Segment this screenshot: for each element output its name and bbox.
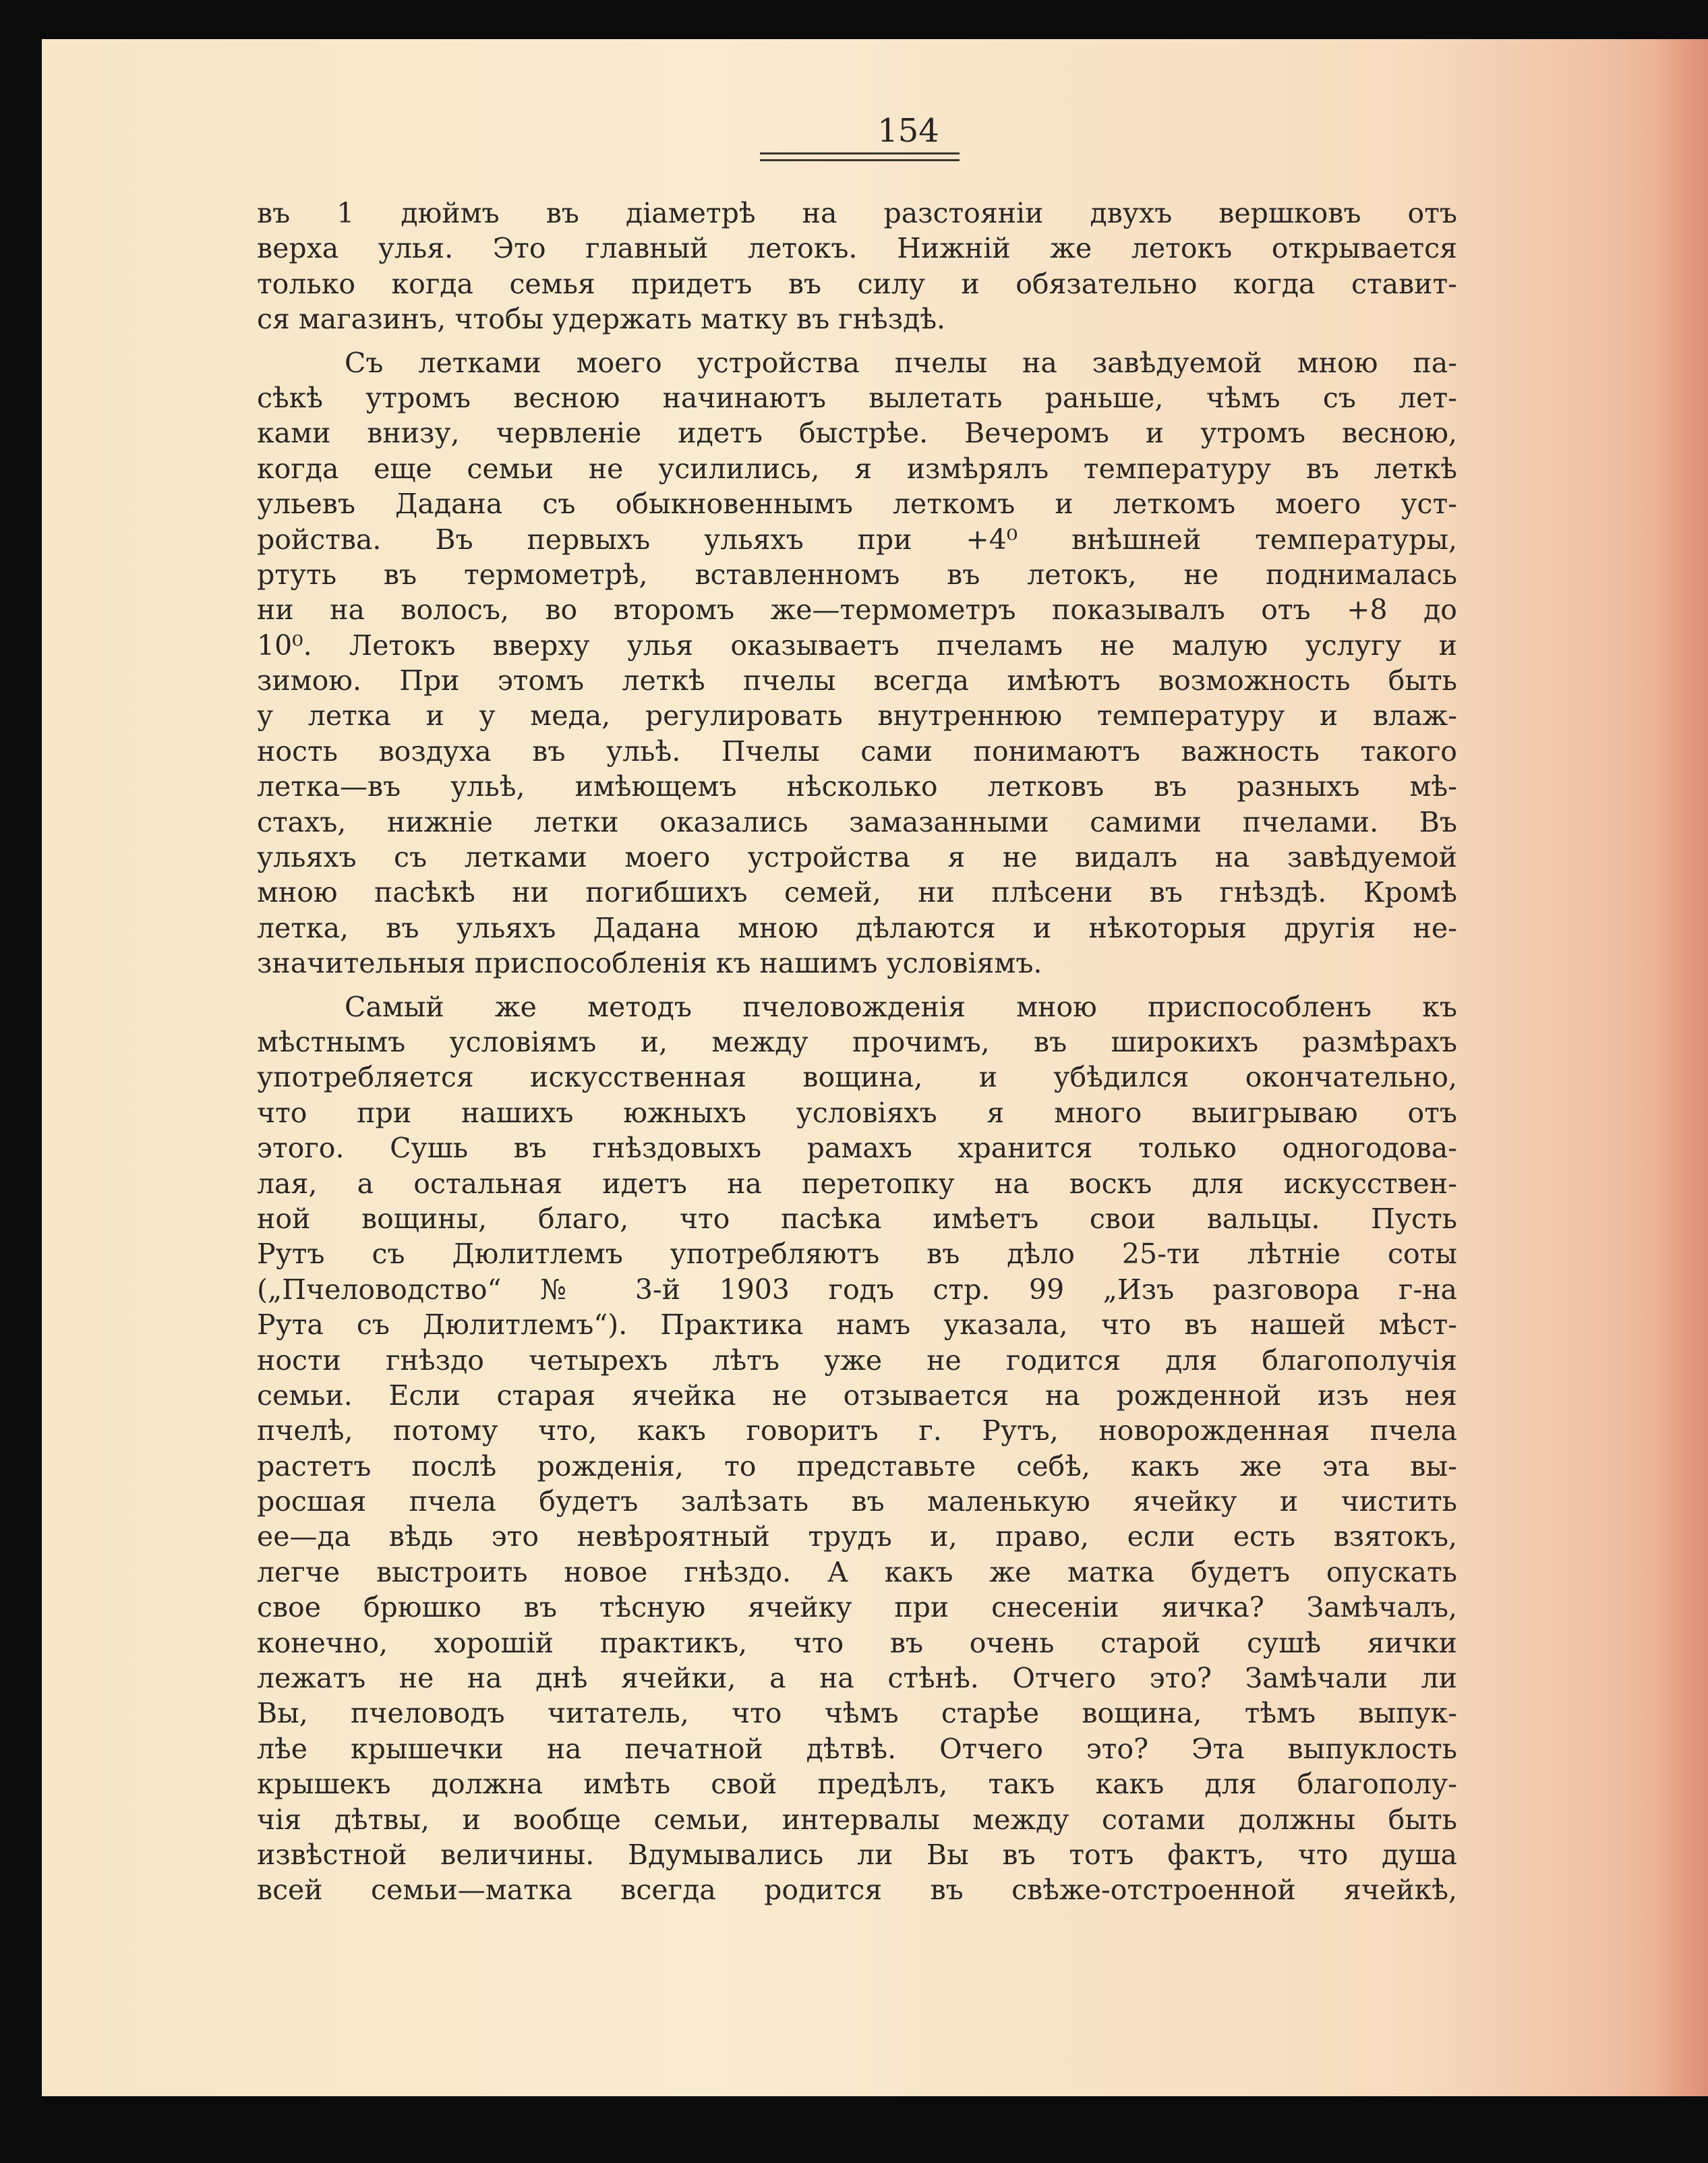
text-line: лая, а остальная идетъ на перетопку на воскъ для искусствен-	[257, 1167, 1457, 1200]
text-line: летка—въ ульѣ, имѣющемъ нѣсколько летковъ въ разныхъ мѣ-	[257, 770, 1457, 803]
text-line: верха улья. Это главный летокъ. Нижній же летокъ открывается	[257, 232, 1457, 265]
text-line: извѣстной величины. Вдумывались ли Вы въ тотъ фактъ, что душа	[257, 1838, 1457, 1871]
paragraph-gap	[257, 337, 1457, 345]
text-line: только когда семья придетъ въ силу и обязательно когда ставит-	[257, 267, 1457, 300]
text-line: пчелѣ, потому что, какъ говоритъ г. Рутъ, новорожденная пчела	[257, 1414, 1457, 1447]
text-line: ройства. Въ первыхъ ульяхъ при +4⁰ внѣшней температуры,	[257, 523, 1457, 556]
text-line: ной вощины, благо, что пасѣка имѣетъ свои вальцы. Пусть	[257, 1202, 1457, 1235]
text-line: Вы, пчеловодъ читатель, что чѣмъ старѣе вощина, тѣмъ выпук-	[257, 1697, 1457, 1730]
text-line: ности гнѣздо четырехъ лѣтъ уже не годится для благополучія	[257, 1344, 1457, 1377]
text-line: стахъ, нижніе летки оказались замазанными самими пчелами. Въ	[257, 805, 1457, 838]
text-line: ульяхъ съ летками моего устройства я не видалъ на завѣдуемой	[257, 841, 1457, 874]
text-line: ртуть въ термометрѣ, вставленномъ въ летокъ, не поднималась	[257, 558, 1457, 591]
text-line: Самый же методъ пчеловожденія мною приспособленъ къ	[345, 990, 1457, 1023]
text-line: мѣстнымъ условіямъ и, между прочимъ, въ широкихъ размѣрахъ	[257, 1025, 1457, 1058]
text-line: мною пасѣкѣ ни погибшихъ семей, ни плѣсени въ гнѣздѣ. Кромѣ	[257, 876, 1457, 909]
body-text	[257, 196, 1457, 1908]
text-line: когда еще семьи не усилились, я измѣрялъ температуру въ леткѣ	[257, 452, 1457, 485]
text-line: лежатъ не на днѣ ячейки, а на стѣнѣ. Отчего это? Замѣчали ли	[257, 1662, 1457, 1695]
text-line: семьи. Если старая ячейка не отзывается на рожденной изъ нея	[257, 1379, 1457, 1412]
text-line: лѣе крышечки на печатной дѣтвѣ. Отчего это? Эта выпуклость	[257, 1732, 1457, 1765]
text-line: Рута съ Дюлитлемъ“). Практика намъ указала, что въ нашей мѣст-	[257, 1308, 1457, 1342]
text-line: чія дѣтвы, и вообще семьи, интервалы между сотами должны быть	[257, 1803, 1457, 1836]
text-line: всей семьи—матка всегда родится въ свѣже-отстроенной ячейкѣ,	[257, 1874, 1457, 1907]
header-rule-bottom	[760, 159, 960, 161]
text-line: зимою. При этомъ леткѣ пчелы всегда имѣютъ возможность быть	[257, 664, 1457, 697]
text-line: легче выстроить новое гнѣздо. А какъ же матка будетъ опускать	[257, 1555, 1457, 1588]
text-line: сѣкѣ утромъ весною начинаютъ вылетать раньше, чѣмъ съ лет-	[257, 381, 1457, 414]
text-line: Рутъ съ Дюлитлемъ употребляютъ въ дѣло 25-ти лѣтніе соты	[257, 1238, 1457, 1271]
text-line: употребляется искусственная вощина, и убѣдился окончательно,	[257, 1061, 1457, 1094]
header-rule-top	[760, 152, 960, 154]
text-line: крышекъ должна имѣть свой предѣлъ, такъ какъ для благополу-	[257, 1768, 1457, 1801]
text-line: свое брюшко въ тѣсную ячейку при снесеніи яичка? Замѣчалъ,	[257, 1591, 1457, 1624]
scan-bottom-border	[0, 2096, 1708, 2163]
text-line: ни на волосъ, во второмъ же—термометръ показывалъ отъ +8 до	[257, 594, 1457, 627]
paragraph-gap	[257, 981, 1457, 989]
text-line: ками внизу, червленіе идетъ быстрѣе. Вечеромъ и утромъ весною,	[257, 417, 1457, 450]
text-line: ульевъ Дадана съ обыкновеннымъ леткомъ и леткомъ моего уст-	[257, 488, 1457, 521]
text-line: ность воздуха въ ульѣ. Пчелы сами понимаютъ важность такого	[257, 734, 1457, 768]
text-line: росшая пчела будетъ залѣзать въ маленькую ячейку и чистить	[257, 1485, 1457, 1518]
text-line: („Пчеловодство“ № 3-й 1903 годъ стр. 99 „Изъ разговора г-на	[257, 1273, 1457, 1306]
text-line: конечно, хорошій практикъ, что въ очень старой сушѣ яички	[257, 1626, 1457, 1659]
page-number: 154	[877, 112, 939, 150]
text-line: 10⁰. Летокъ вверху улья оказываетъ пчеламъ не малую услугу и	[257, 629, 1457, 662]
text-line: что при нашихъ южныхъ условіяхъ я много выигрываю отъ	[257, 1096, 1457, 1129]
text-line: этого. Сушь въ гнѣздовыхъ рамахъ хранится только одногодова-	[257, 1132, 1457, 1165]
text-line: у летка и у меда, регулировать внутреннюю температуру и влаж-	[257, 699, 1457, 732]
text-line: Съ летками моего устройства пчелы на завѣдуемой мною па-	[345, 346, 1457, 379]
text-line: ся магазинъ, чтобы удержать матку въ гнѣздѣ.	[257, 303, 946, 336]
text-line: въ 1 дюймъ въ діаметрѣ на разстояніи двухъ вершковъ отъ	[257, 197, 1457, 229]
text-line: значительныя приспособленія къ нашимъ условіямъ.	[257, 947, 1042, 980]
text-line: ее—да вѣдь это невѣроятный трудъ и, право, если есть взятокъ,	[257, 1520, 1457, 1553]
text-line: растетъ послѣ рожденія, то представьте себѣ, какъ же эта вы-	[257, 1449, 1457, 1482]
text-line: летка, въ ульяхъ Дадана мною дѣлаются и нѣкоторыя другія не-	[257, 911, 1457, 944]
